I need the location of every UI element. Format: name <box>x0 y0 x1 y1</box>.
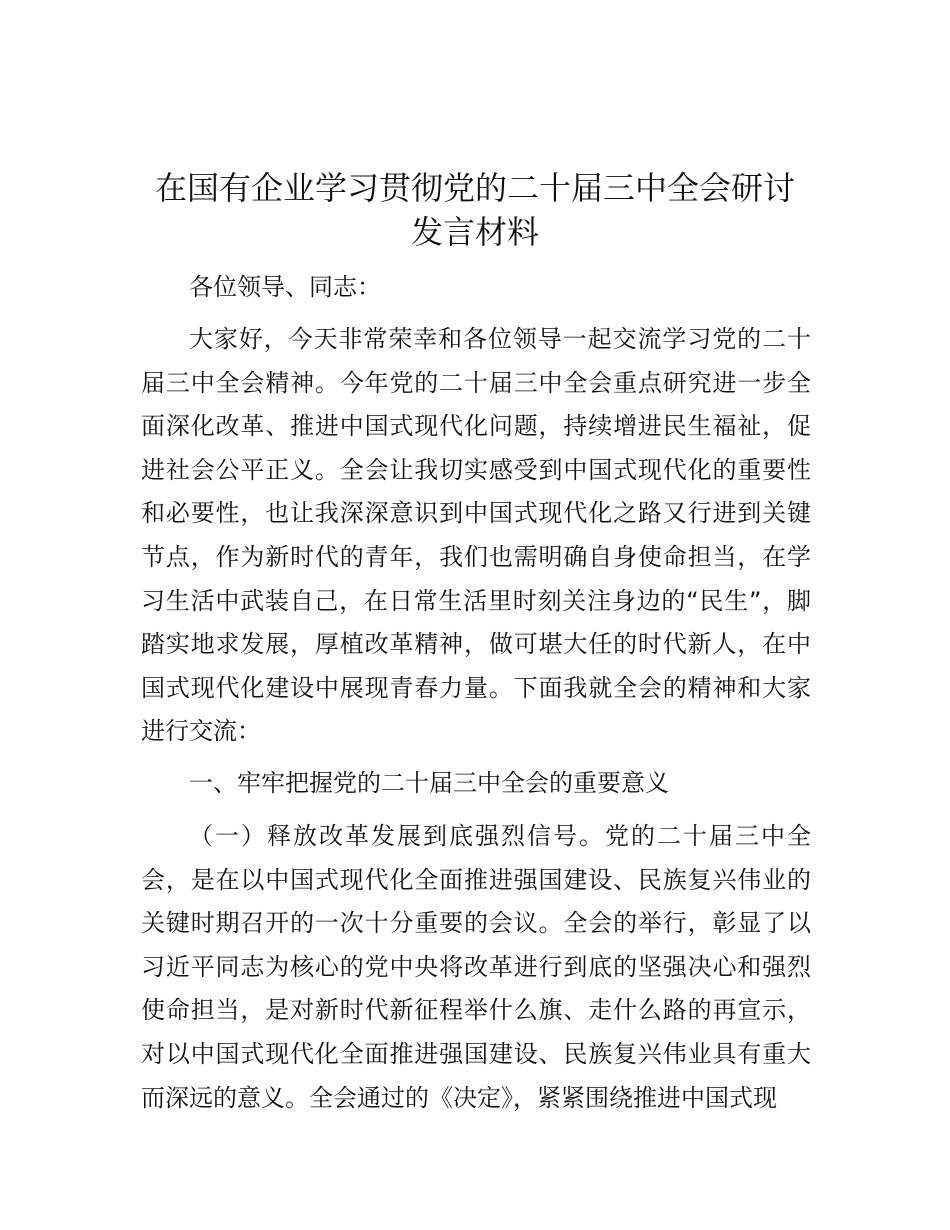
intro-paragraph: 大家好，今天非常荣幸和各位领导一起交流学习党的二十届三中全会精神。今年党的二十届三中全会重点研究进一步全面深化改革、推进中国式现代化问题，持续增进民生福祉，促进社会公平正义。全会让我切实感受到中国式现代化的重要性和必要性，也让我深深意识到中国式现代化之路又行进到关键节点，作为新时代的青年，我们也需明确自身使命担当，在学习生活中武装自己，在日常生活里时刻关注身边的“民生”，脚踏实地求发展，厚植改革精神，做可堪大任的时代新人，在中国式现代化建设中展现青春力量。下面我就全会的精神和大家进行交流： <box>141 325 811 746</box>
section-heading-1: 一、牢牢把握党的二十届三中全会的重要意义 <box>189 769 669 797</box>
subsection-paragraph-1: （一）释放改革发展到底强烈信号。党的二十届三中全会，是在以中国式现代化全面推进强国建设、民族复兴伟业的关键时期召开的一次十分重要的会议。全会的举行，彰显了以习近平同志为核心的党中央将改革进行到底的坚强决心和强烈使命担当，是对新时代新征程举什么旗、走什么路的再宣示，对以中国式现代化全面推进强国建设、民族复兴伟业具有重大而深远的意义。全会通过的《决定》，紧紧围绕推进中国式现 <box>141 822 811 1112</box>
document-title-line-1: 在国有企业学习贯彻党的二十届三中全会研讨 <box>154 169 795 207</box>
greeting: 各位领导、同志： <box>189 273 381 301</box>
document-title-line-2: 发言材料 <box>410 213 539 251</box>
